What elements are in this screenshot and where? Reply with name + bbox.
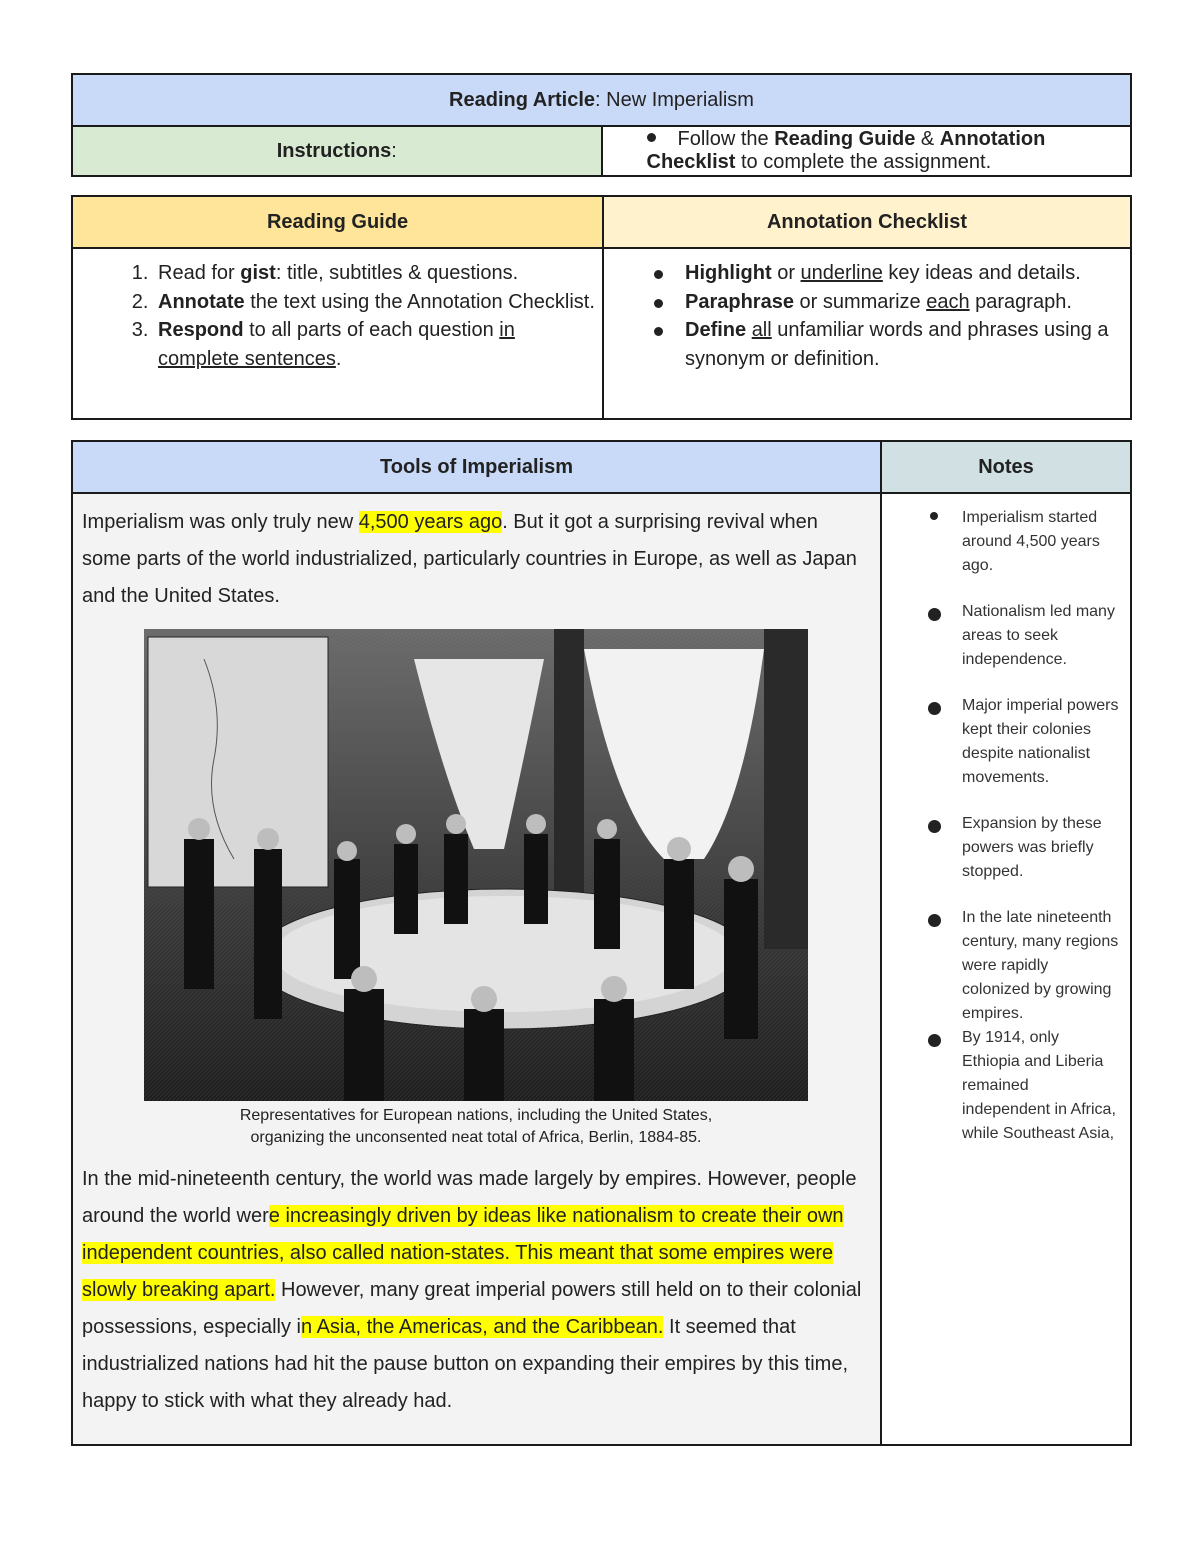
article-sep: : bbox=[595, 88, 601, 111]
article-label: Reading Article bbox=[449, 88, 596, 111]
annotation-checklist-list bbox=[605, 259, 1129, 373]
tools-header: Tools of Imperialism bbox=[72, 441, 881, 493]
instructions-sep: : bbox=[391, 139, 397, 162]
note-item: Nationalism led many areas to seek independence. bbox=[962, 600, 1120, 672]
checklist-item-3: Define all unfamiliar words and phrases using a synonym or definition. bbox=[685, 316, 1121, 373]
notes-header: Notes bbox=[881, 441, 1131, 493]
instructions-text-cell bbox=[602, 126, 1132, 176]
note-item: In the late nineteenth century, many regions were rapidly colonized by growing empires. bbox=[962, 906, 1120, 1026]
note-item: Expansion by these powers was briefly stopped. bbox=[962, 812, 1120, 884]
paragraph-2: In the mid-nineteenth century, the world was made largely by empires. However, people around the world were increasingly driven by ideas like nationalism to create their own independent countries, also called nation-states. This meant that some empires were slowly breaking apart. However, many great imperial powers still held on to their colonial possessions, especially in Asia, the Americas, and the Caribbean. It seemed that industrialized nations had hit the pause button on expanding their empires by this time, happy to stick with what they already had. bbox=[82, 1168, 862, 1412]
article-header-table bbox=[71, 73, 1132, 177]
tools-notes-table bbox=[71, 440, 1132, 1446]
reading-guide-header: Reading Guide bbox=[72, 196, 603, 248]
annotation-checklist-body bbox=[603, 248, 1131, 419]
note-item: By 1914, only Ethiopia and Liberia remained independent in Africa, while Southeast Asia, bbox=[962, 1026, 1120, 1146]
reading-guide-item-2: 2. Annotate the text using the Annotation Checklist. bbox=[154, 288, 601, 317]
checklist-item-2: Paraphrase or summarize each paragraph. bbox=[685, 288, 1121, 317]
reading-guide-item-3: 3. Respond to all parts of each question in complete sentences. bbox=[154, 316, 601, 373]
annotation-checklist-header: Annotation Checklist bbox=[603, 196, 1131, 248]
instructions-pre: Follow the bbox=[677, 128, 775, 150]
highlight-3: n Asia, the Americas, and the Caribbean. bbox=[301, 1316, 664, 1338]
instructions-label: Instructions bbox=[276, 139, 392, 162]
highlight-1: 4,500 years ago bbox=[358, 511, 503, 533]
highlight-2: e increasingly driven by ideas like nationalism to create their own independent countries, also called nation-states. This meant that some empires were slowly breaking apart. bbox=[82, 1205, 844, 1301]
figure bbox=[144, 629, 808, 1149]
figure-caption bbox=[144, 1105, 808, 1149]
paragraph-1: Imperialism was only truly new 4,500 years ago. But it got a surprising revival when some parts of the world industrialized, particularly countries in Europe, as well as Japan and the United States. bbox=[82, 511, 857, 607]
article-title: New Imperialism bbox=[606, 88, 754, 111]
reading-guide-item-1: 1. Read for gist: title, subtitles & questions. bbox=[154, 259, 601, 288]
notes-list bbox=[882, 506, 1130, 1146]
caption-line-2: organizing the unconsented neat total of Africa, Berlin, 1884-85. bbox=[250, 1129, 702, 1146]
reading-guide-list bbox=[74, 259, 601, 373]
instructions-mid: & bbox=[915, 128, 940, 150]
tools-body bbox=[72, 493, 881, 1445]
notes-body bbox=[881, 493, 1131, 1445]
instructions-annotation-checklist: Annotation Checklist bbox=[646, 128, 1046, 173]
guide-checklist-table bbox=[71, 195, 1132, 420]
caption-line-1: Representatives for European nations, including the United States, bbox=[239, 1107, 713, 1124]
note-item: Major imperial powers kept their colonies despite nationalist movements. bbox=[962, 694, 1120, 790]
checklist-item-1: Highlight or underline key ideas and details. bbox=[685, 259, 1121, 288]
reading-guide-body bbox=[72, 248, 603, 419]
instructions-reading-guide: Reading Guide bbox=[774, 128, 916, 150]
note-item: Imperialism started around 4,500 years ago. bbox=[962, 506, 1120, 578]
article-title-cell bbox=[72, 74, 1131, 126]
berlin-conference-image bbox=[144, 629, 808, 1101]
bullet-icon bbox=[647, 133, 656, 142]
instructions-label-cell bbox=[72, 126, 602, 176]
instructions-post: to complete the assignment. bbox=[735, 151, 992, 173]
